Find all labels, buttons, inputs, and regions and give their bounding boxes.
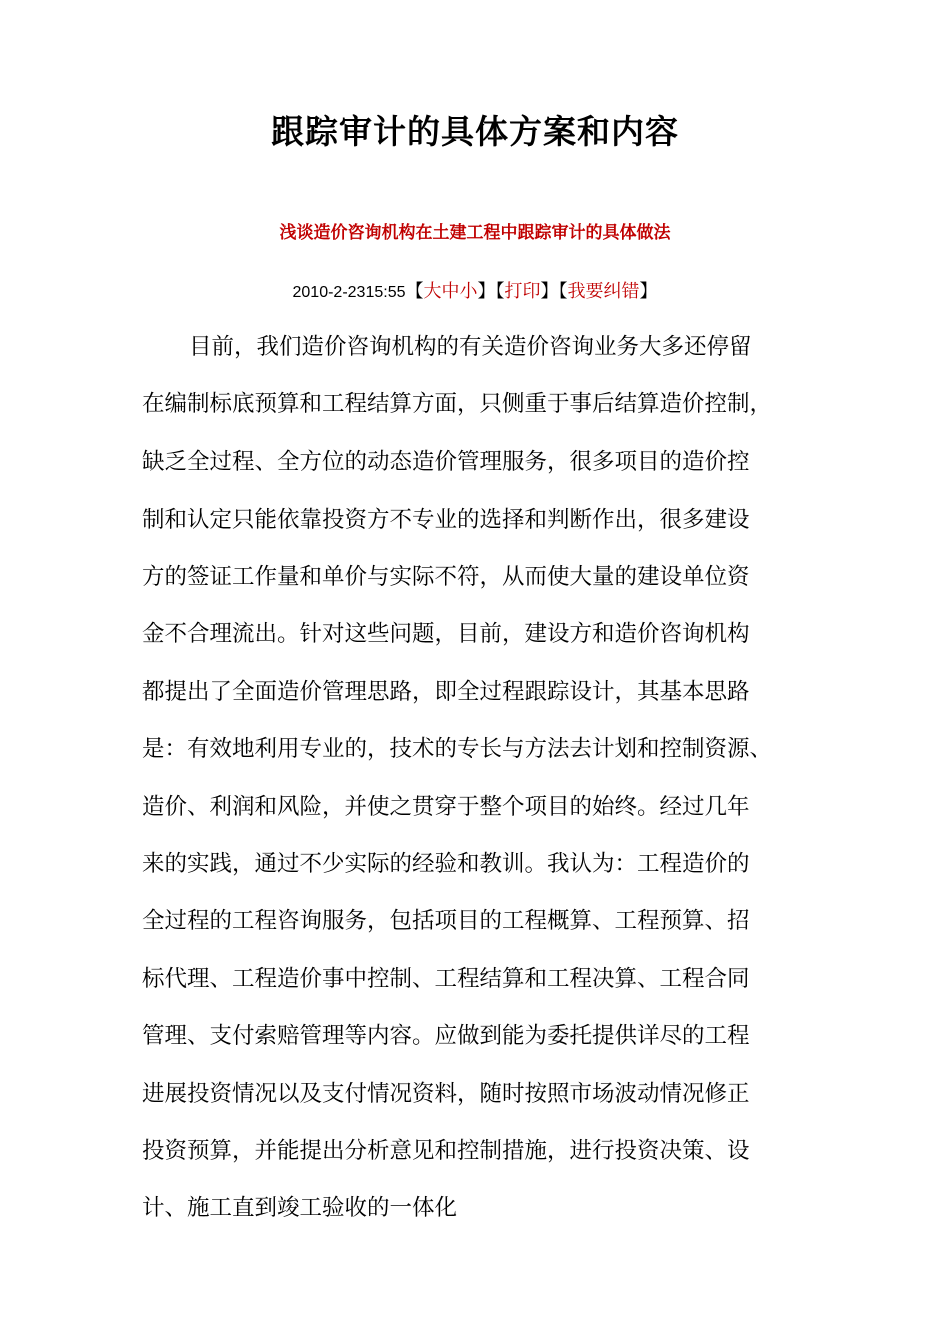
- body-line: 目前，我们造价咨询机构的有关造价咨询业务大多还停留: [189, 334, 752, 360]
- body-line: 金不合理流出。针对这些问题，目前，建设方和造价咨询机构: [142, 621, 750, 647]
- article-meta: [0, 277, 950, 303]
- publish-datetime: 2010-2-2315:55: [292, 284, 406, 301]
- body-line: 造价、利润和风险，并使之贯穿于整个项目的始终。经过几年: [142, 794, 750, 820]
- body-line: 计、施工直到竣工验收的一体化: [142, 1195, 458, 1221]
- body-line: 全过程的工程咨询服务，包括项目的工程概算、工程预算、招: [142, 908, 750, 934]
- body-line: 都提出了全面造价管理思路，即全过程跟踪设计，其基本思路: [142, 679, 750, 705]
- body-line: 管理、支付索赔管理等内容。应做到能为委托提供详尽的工程: [142, 1023, 750, 1049]
- document-subtitle: 浅谈造价咨询机构在土建工程中跟踪审计的具体做法: [279, 223, 671, 243]
- font-size-link[interactable]: 大中小: [423, 281, 478, 302]
- document-title: 跟踪审计的具体方案和内容: [271, 112, 679, 151]
- print-link[interactable]: 打印: [504, 281, 541, 302]
- body-line: 投资预算，并能提出分析意见和控制措施，进行投资决策、设: [142, 1138, 750, 1164]
- body-line: 在编制标底预算和工程结算方面，只侧重于事后结算造价控制，: [142, 391, 773, 417]
- body-line: 制和认定只能依靠投资方不专业的选择和判断作出，很多建设: [142, 507, 750, 533]
- body-line: 是：有效地利用专业的，技术的专长与方法去计划和控制资源、: [142, 736, 773, 762]
- body-line: 标代理、工程造价事中控制、工程结算和工程决算、工程合同: [142, 966, 750, 992]
- bracket-open: 【: [558, 281, 568, 302]
- body-line: 缺乏全过程、全方位的动态造价管理服务，很多项目的造价控: [142, 449, 750, 475]
- bracket-open: 【: [495, 281, 505, 302]
- report-error-link[interactable]: 我要纠错: [567, 281, 640, 302]
- bracket-close: 】: [477, 281, 496, 302]
- bracket-close: 】: [639, 281, 658, 302]
- bracket-open: 【: [405, 281, 424, 302]
- body-line: 来的实践，通过不少实际的经验和教训。我认为：工程造价的: [142, 851, 750, 877]
- body-line: 方的签证工作量和单价与实际不符，从而使大量的建设单位资: [142, 564, 750, 590]
- body-line: 进展投资情况以及支付情况资料，随时按照市场波动情况修正: [142, 1081, 750, 1107]
- bracket-close: 】: [540, 281, 559, 302]
